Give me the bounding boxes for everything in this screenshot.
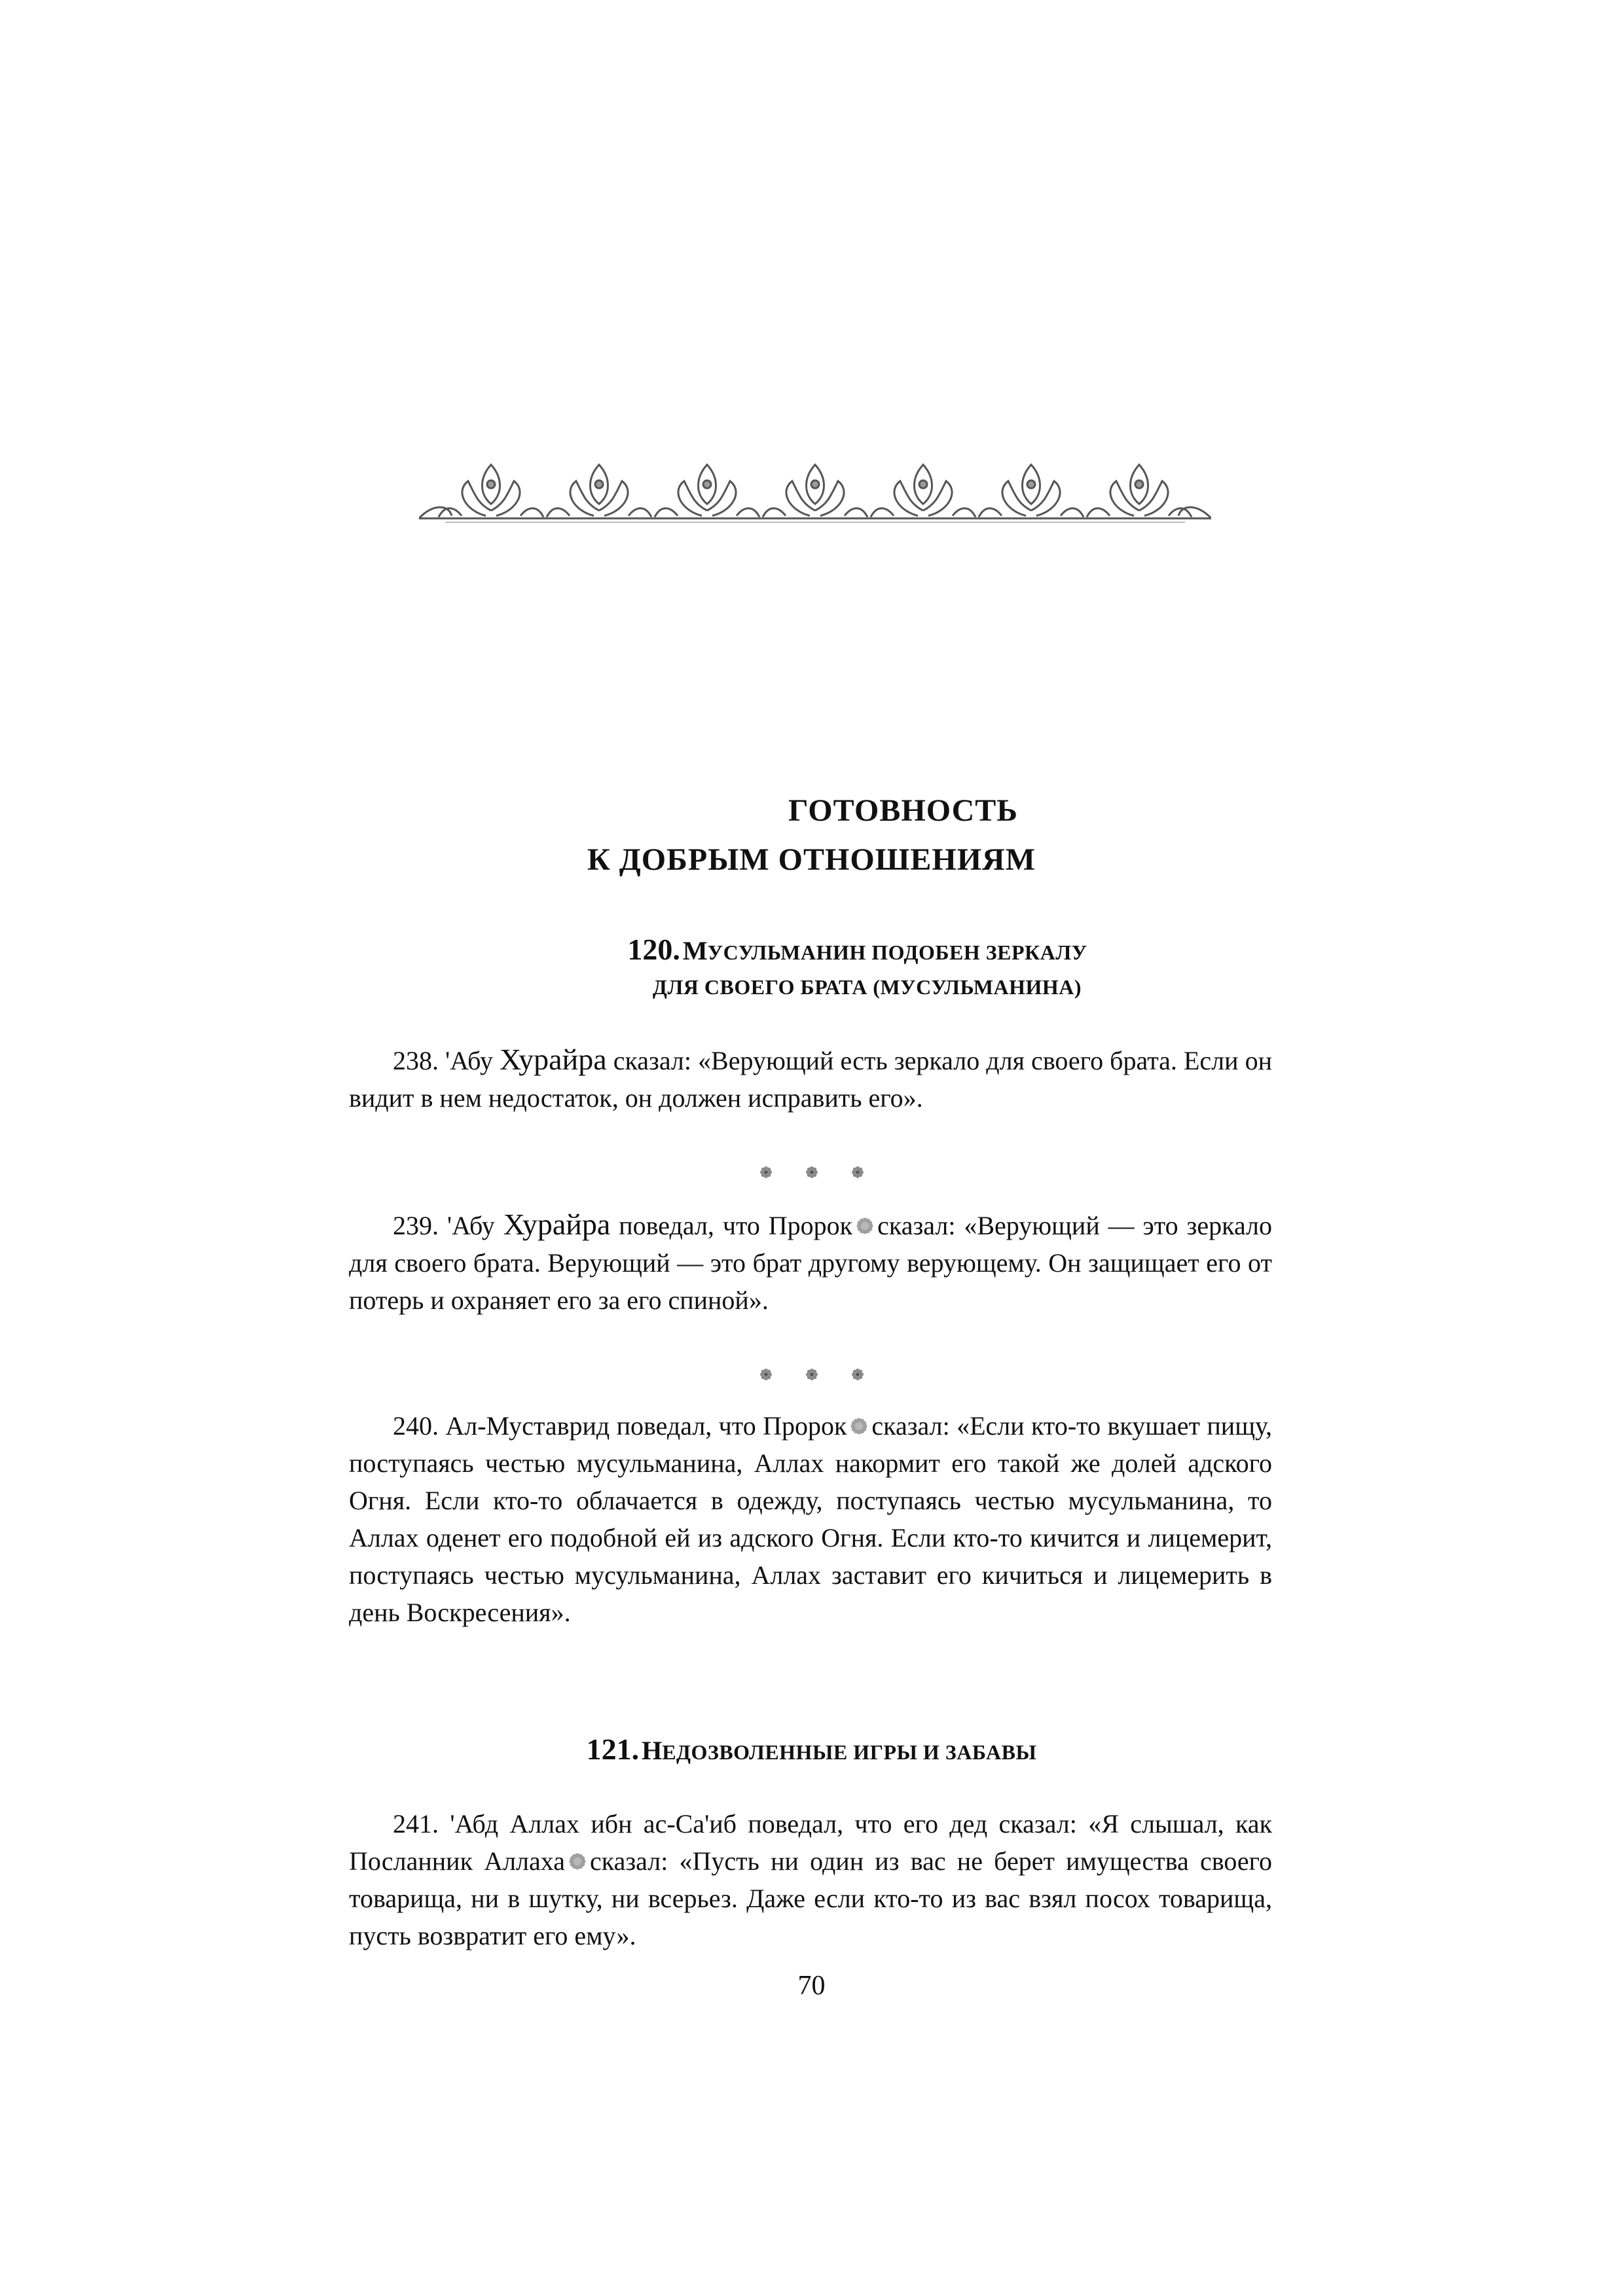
hadith-241 — [349, 1805, 1272, 1954]
flower-icon — [849, 1164, 866, 1181]
narrator-name: Хурайра — [503, 1208, 611, 1241]
page-number: 70 — [797, 1971, 826, 2001]
salutation-icon — [566, 1850, 589, 1873]
section-number: 121. — [586, 1732, 640, 1766]
star-separator — [0, 1164, 1623, 1183]
section-heading-120 — [46, 935, 1623, 965]
salutation-icon — [854, 1215, 876, 1237]
section-number: 120. — [627, 933, 680, 966]
section-heading-121 — [0, 1734, 1623, 1765]
hadith-text: сказал: «Верующий есть зеркало для своего брата. Если он видит в нем недостаток, он должен исправить его». — [349, 1046, 1272, 1113]
ornament-curl — [1178, 507, 1211, 518]
ornament-curl — [419, 507, 452, 518]
hadith-text: поведал, что Пророк — [610, 1211, 853, 1240]
salutation-icon — [848, 1415, 870, 1437]
chapter-title-line1: ГОТОВНОСТЬ — [788, 793, 1019, 828]
decorative-ornament — [419, 458, 1211, 530]
hadith-text: сказал: «Пусть ни один из вас не берет имущества своего товарища, ни в шутку, ни всерьез. Даже если кто-то из вас взял посох товарища, пусть возвратит его ему». — [349, 1846, 1273, 1950]
flower-icon — [803, 1164, 820, 1181]
hadith-text: 241. 'Абд Аллах ибн ас-Са'иб поведал, что его дед сказал: «Я слышал, как Посланник Аллаха — [349, 1809, 1272, 1876]
ornament-motif — [979, 465, 1084, 517]
hadith-text: сказал: «Верующий — это зеркало для своего брата. Верующий — это брат другому верующему. Он защищает его от потерь и охраняет его за его спиной». — [349, 1211, 1273, 1315]
section-title-initial: Н — [642, 1736, 663, 1765]
chapter-title-line2: К ДОБРЫМ ОТНОШЕНИЯМ — [587, 842, 1036, 877]
hadith-lead: 239. 'Абу — [393, 1211, 503, 1240]
section-title-line1: УСУЛЬМАНИН ПОДОБЕН ЗЕРКАЛУ — [707, 941, 1087, 964]
ornament-motif — [871, 465, 976, 517]
ornament-motif — [439, 465, 543, 517]
hadith-text: сказал: «Если кто-то вкушает пищу, поступаясь честью мусульманина, Аллах накормит его такой же долей адского Огня. Если кто-то облачается в одежду, поступаясь честью мусульманина, то Аллах оденет его подобной ей из адского Огня. Если кто-то кичится и лицемерит, поступаясь честью мусульманина, Аллах заставит его кичиться и лицемерить в день Воскресения». — [349, 1411, 1273, 1627]
section-title-line1: ЕДОЗВОЛЕННЫЕ ИГРЫ И ЗАБАВЫ — [662, 1740, 1037, 1764]
hadith-239 — [349, 1206, 1272, 1319]
star-separator — [0, 1366, 1623, 1386]
ornament-motif — [1087, 465, 1192, 517]
ornament-motif — [655, 465, 759, 517]
section-title-initial: М — [682, 936, 708, 965]
hadith-lead: 238. 'Абу — [393, 1046, 500, 1075]
section-title-line2: ДЛЯ СВОЕГО БРАТА (МУСУЛЬМАНИНА) — [652, 975, 1082, 999]
flower-icon — [803, 1366, 820, 1383]
flower-icon — [757, 1164, 775, 1181]
hadith-238 — [349, 1041, 1272, 1117]
flower-icon — [849, 1366, 866, 1383]
narrator-name: Хурайра — [500, 1043, 607, 1076]
ornament-motif — [547, 465, 651, 517]
section-heading-120-line2 — [56, 977, 1623, 997]
hadith-240 — [349, 1407, 1272, 1631]
ornament-motif — [763, 465, 867, 517]
hadith-text: 240. Ал-Муставрид поведал, что Пророк — [393, 1411, 847, 1441]
flower-icon — [757, 1366, 775, 1383]
